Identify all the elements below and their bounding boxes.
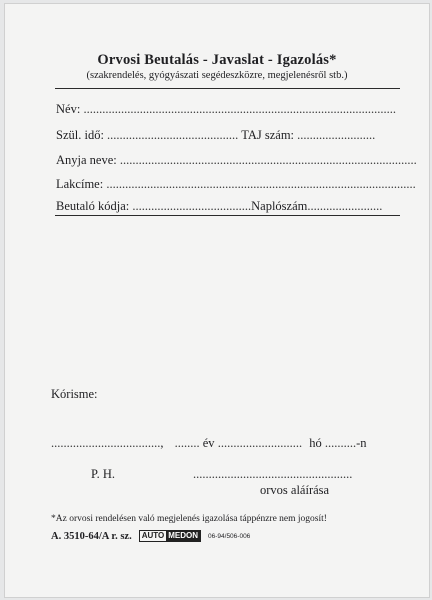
form-subtitle: (szakrendelés, gyógyászati segédeszközre, megjelenésről stb.): [86, 70, 348, 81]
label-anyja-neve: Anyja neve:: [56, 153, 117, 167]
fill-line: ......................................: [132, 199, 252, 213]
comma: ,: [160, 436, 164, 450]
label-ev: év: [202, 436, 215, 450]
form-sheet: [4, 3, 430, 598]
field-beutalo-kodja[interactable]: [56, 199, 401, 214]
logo-medon: MEDON: [168, 531, 199, 540]
field-nev[interactable]: [56, 102, 401, 117]
signature-label: orvos aláírása: [260, 483, 330, 497]
month-fill: ...........................: [217, 436, 303, 450]
label-beutalo-kodja: Beutaló kódja:: [56, 199, 130, 213]
label-ho: hó: [309, 436, 322, 450]
label-n: -n: [356, 436, 367, 450]
form-code: A. 3510-64/A r. sz.: [51, 530, 132, 542]
form-title: Orvosi Beutalás - Javaslat - Igazolás*: [97, 52, 337, 68]
bottom-rule: [55, 215, 400, 216]
fill-line: ........................: [307, 199, 383, 213]
fill-line: ....................................................................................................: [83, 102, 396, 116]
signature-line[interactable]: ...................................................: [193, 467, 353, 481]
fill-line: ...................................................................................................: [106, 177, 416, 191]
label-taj: TAJ szám:: [241, 128, 295, 142]
fill-line: ..........................................: [107, 128, 239, 142]
field-anyja-neve[interactable]: [56, 153, 417, 168]
field-szul-ido[interactable]: [56, 128, 401, 143]
automedon-logo: [139, 530, 201, 542]
top-rule: [55, 88, 400, 89]
footer-row: [51, 530, 250, 542]
date-line[interactable]: [51, 436, 366, 451]
form-number: 06-94/506-006: [208, 532, 251, 540]
label-nev: Név:: [56, 102, 81, 116]
year-fill: ........: [174, 436, 200, 450]
place-fill: ...................................: [51, 436, 161, 450]
footnote: *Az orvosi rendelésen való megjelenés igazolása táppénzre nem jogosít!: [51, 514, 327, 524]
label-lakcime: Lakcíme:: [56, 177, 104, 191]
korisme-label: Kórisme:: [51, 387, 98, 401]
label-szul-ido: Szül. idő:: [56, 128, 104, 142]
fill-line: ...............................................................................................: [119, 153, 417, 167]
label-naploszam: Naplószám: [251, 199, 308, 213]
day-fill: ..........: [324, 436, 357, 450]
field-lakcime[interactable]: [56, 177, 416, 192]
logo-auto: AUTO: [141, 531, 165, 540]
ph-label: P. H.: [91, 467, 115, 481]
fill-line: .........................: [297, 128, 376, 142]
